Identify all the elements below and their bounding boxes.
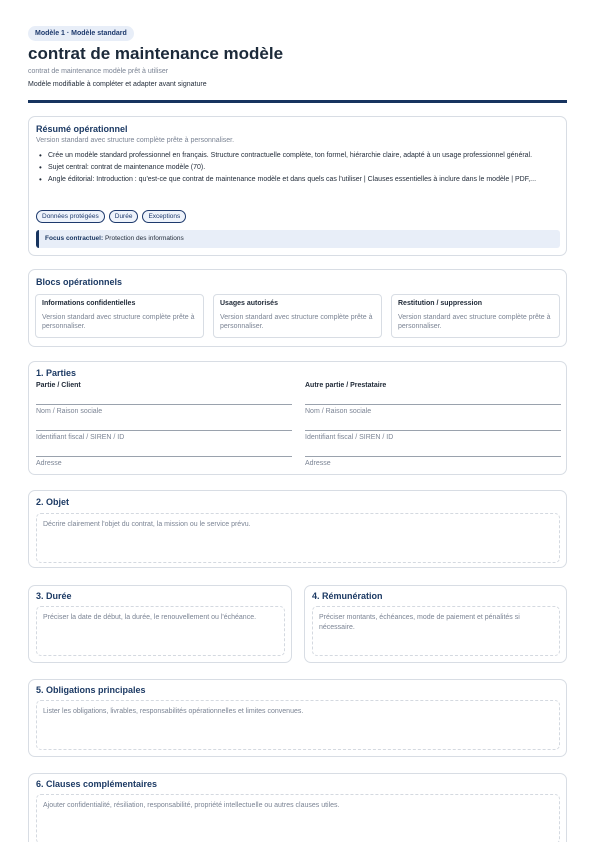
resume-card xyxy=(28,116,567,256)
resume-bullet: • Angle éditorial: Introduction : qu'est-ce que contrat de maintenance modèle et dans quels cas l'utiliser | Clauses essentielles à inclure dans le modèle | PDF,... xyxy=(36,175,551,184)
obligations-placeholder: Lister les obligations, livrables, responsabilités opérationnelles et limites convenues. xyxy=(43,708,304,715)
bloc-title: Informations confidentielles xyxy=(42,300,136,307)
tag-duree[interactable]: Durée xyxy=(109,210,139,223)
prestataire-address-field[interactable] xyxy=(305,456,561,457)
remuneration-card xyxy=(304,585,567,663)
remuneration-placeholder: Préciser montants, échéances, mode de paiement et pénalités si nécessaire. xyxy=(319,614,520,631)
header-divider xyxy=(28,100,567,103)
document-note: Modèle modifiable à compléter et adapter avant signature xyxy=(28,81,207,88)
tag-donnees-protegees[interactable]: Données protégées xyxy=(36,210,105,223)
parties-card xyxy=(28,361,567,475)
client-fiscal-id-label: Identifiant fiscal / SIREN / ID xyxy=(36,434,125,441)
duree-textarea[interactable] xyxy=(36,606,285,656)
prestataire-address-label: Adresse xyxy=(305,460,331,467)
obligations-card xyxy=(28,679,567,757)
bloc-restitution-suppression xyxy=(391,294,560,338)
bloc-text: Version standard avec structure complète prête à personnaliser. xyxy=(398,314,551,330)
remuneration-textarea[interactable] xyxy=(312,606,560,656)
duree-card xyxy=(28,585,292,663)
client-name-label: Nom / Raison sociale xyxy=(36,408,103,415)
obligations-title: 5. Obligations principales xyxy=(36,685,146,695)
tag-exceptions[interactable]: Exceptions xyxy=(142,210,186,223)
bloc-title: Restitution / suppression xyxy=(398,300,483,307)
resume-bullet: • Crée un modèle standard professionnel en français. Structure contractuelle complète, ton formel, hiérarchie claire, adapté à un usage professionnel général. xyxy=(36,151,551,160)
remuneration-title: 4. Rémunération xyxy=(312,591,383,601)
blocs-card xyxy=(28,269,567,347)
document-title: contrat de maintenance modèle xyxy=(28,44,284,63)
bloc-usages-autorises xyxy=(213,294,382,338)
bloc-text: Version standard avec structure complète prête à personnaliser. xyxy=(220,314,373,330)
duree-placeholder: Préciser la date de début, la durée, le renouvellement ou l'échéance. xyxy=(43,614,257,621)
bloc-title: Usages autorisés xyxy=(220,300,278,307)
resume-description: Version standard avec structure complète prête à personnaliser. xyxy=(36,137,235,144)
duree-title: 3. Durée xyxy=(36,591,72,601)
blocs-title: Blocs opérationnels xyxy=(36,277,123,287)
client-fiscal-id-field[interactable] xyxy=(36,430,292,431)
focus-value: Protection des informations xyxy=(104,235,184,242)
objet-card xyxy=(28,490,567,568)
clauses-textarea[interactable] xyxy=(36,794,560,842)
prestataire-name-field[interactable] xyxy=(305,404,561,405)
objet-title: 2. Objet xyxy=(36,497,70,507)
document-subtitle: contrat de maintenance modèle prêt à utiliser xyxy=(28,68,169,75)
client-name-field[interactable] xyxy=(36,404,292,405)
resume-title: Résumé opérationnel xyxy=(36,124,128,134)
clauses-title: 6. Clauses complémentaires xyxy=(36,779,158,789)
clauses-placeholder: Ajouter confidentialité, résiliation, responsabilité, propriété intellectuelle ou autres clauses utiles. xyxy=(43,802,340,809)
resume-bullet: • Sujet central: contrat de maintenance modèle (70). xyxy=(36,163,551,172)
model-badge: Modèle 1 · Modèle standard xyxy=(28,26,134,41)
focus-label: Focus contractuel: xyxy=(45,235,104,242)
prestataire-fiscal-id-field[interactable] xyxy=(305,430,561,431)
objet-placeholder: Décrire clairement l'objet du contrat, la mission ou le service prévu. xyxy=(43,521,251,528)
parties-title: 1. Parties xyxy=(36,368,77,378)
party-client-heading: Partie / Client xyxy=(36,382,81,389)
prestataire-name-label: Nom / Raison sociale xyxy=(305,408,372,415)
client-address-label: Adresse xyxy=(36,460,62,467)
obligations-textarea[interactable] xyxy=(36,700,560,750)
focus-callout xyxy=(36,230,560,248)
objet-textarea[interactable] xyxy=(36,513,560,563)
party-prestataire-heading: Autre partie / Prestataire xyxy=(305,382,387,389)
tag-list xyxy=(36,210,186,223)
client-address-field[interactable] xyxy=(36,456,292,457)
prestataire-fiscal-id-label: Identifiant fiscal / SIREN / ID xyxy=(305,434,394,441)
bloc-informations-confidentielles xyxy=(35,294,204,338)
bloc-text: Version standard avec structure complète prête à personnaliser. xyxy=(42,314,195,330)
resume-bullet-list xyxy=(36,151,551,187)
clauses-card xyxy=(28,773,567,842)
